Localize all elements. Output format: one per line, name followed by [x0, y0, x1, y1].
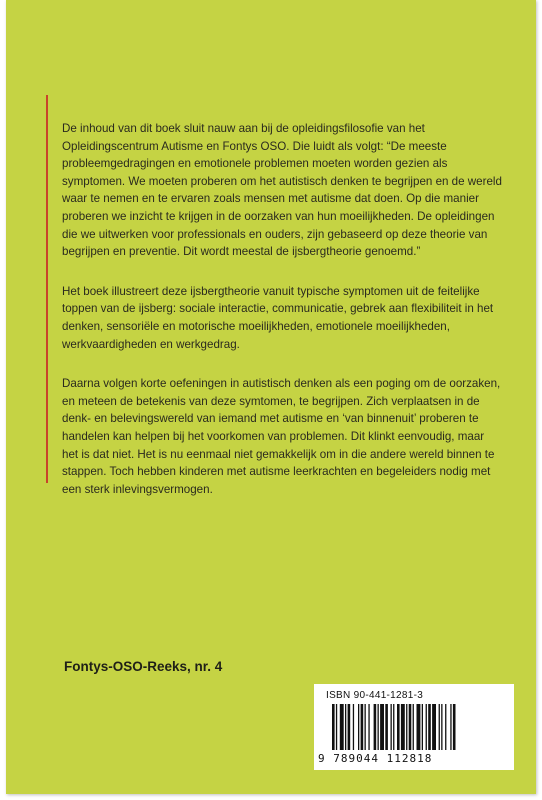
isbn-label: ISBN 90-441-1281-3	[326, 690, 424, 701]
ean-digits: 9 789044 112818	[318, 752, 433, 765]
series-title: Fontys-OSO-Reeks, nr. 4	[64, 659, 223, 674]
accent-rule	[46, 95, 48, 483]
blurb-paragraph-1: De inhoud van dit boek sluit nauw aan bij de opleidingsfilosofie van het Opleidingscentrum Autisme en Fontys OSO. Die luidt als volgt: “De meeste probleemgedragingen en emotionele problemen moeten worden gezien als symptomen. We moeten proberen om het autistisch denken te begrijpen en de wereld waar te nemen en te ervaren zoals mensen met autisme dat doen. Op die manier proberen we inzicht te krijgen in de oorzaken van hun moeilijkheden. De opleidingen die we uitwerken voor professionals en ouders, zijn gebaseerd op deze theorie van begrijpen en preventie. Dit wordt meestal de ijsbergtheorie genoemd.”	[62, 122, 502, 259]
blurb-paragraph-3: Daarna volgen korte oefeningen in autistisch denken als een poging om de oorzaken, en meteen de betekenis van deze symtomen, te begrijpen. Zich verplaatsen in de denk- en belevingswereld van iemand met autisme en ‘van binnenuit’ proberen te handelen kan helpen bij het voorkomen van problemen. Dit klinkt eenvoudig, maar het is dat niet. Het is nu eenmaal niet gemakkelijk om in die andere wereld binnen te stappen. Toch hebben kinderen met autisme leerkrachten en begeleiders nodig met een sterk inlevingsvermogen.	[62, 377, 501, 496]
blurb-paragraph-2: Het boek illustreert deze ijsbergtheorie vanuit typische symptomen uit de feitelijke toppen van de ijsberg: sociale interactie, communicatie, gebrek aan flexibiliteit in het denken, sensoriële en motorische moeilijkheden, emotionele moeilijkheden, werkvaardigheden en werkgedrag.	[62, 284, 494, 351]
barcode-icon	[332, 704, 502, 750]
back-cover	[6, 0, 536, 794]
blurb	[62, 120, 502, 520]
barcode-panel	[314, 684, 514, 770]
